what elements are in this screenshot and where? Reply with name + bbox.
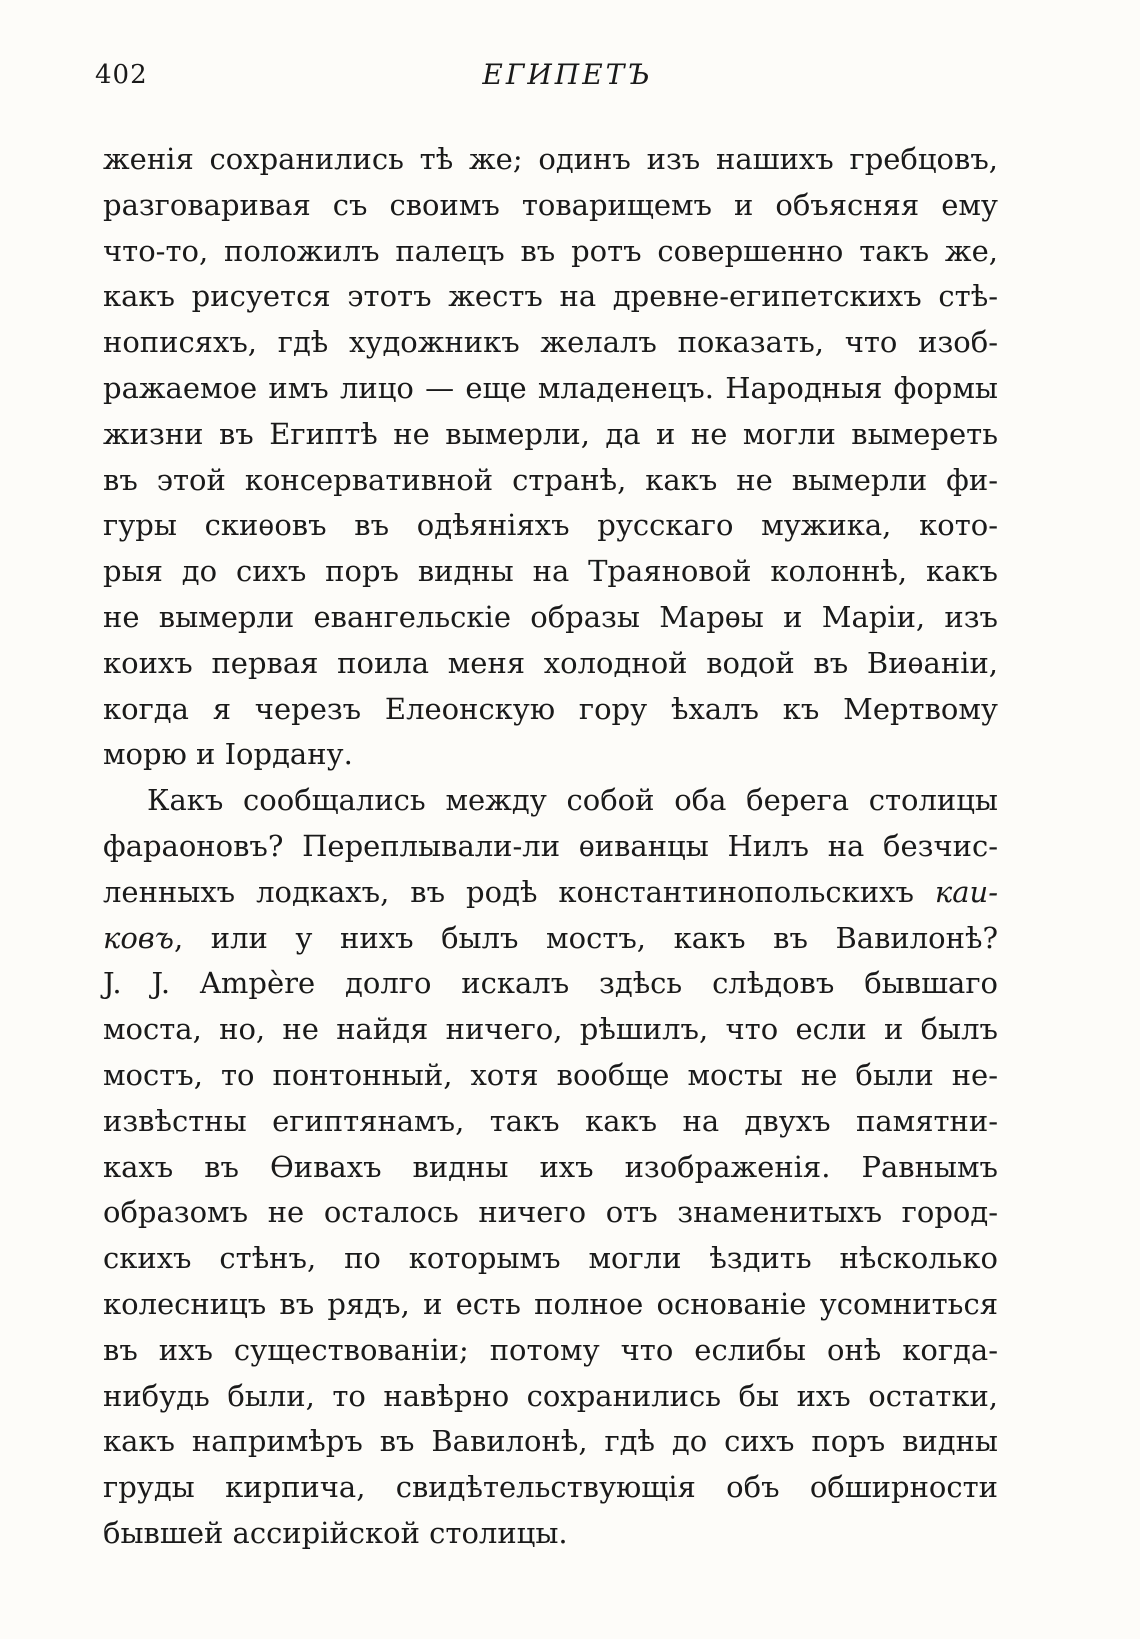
text-line: женія сохранились тѣ же; одинъ изъ нашихъ гребцовъ, <box>103 142 998 176</box>
paragraph-1 <box>103 137 998 778</box>
text-line: не вымерли евангельскіе образы Марѳы и Маріи, изъ <box>103 599 998 634</box>
text-line: извѣстны египтянамъ, такъ какъ на двухъ памятни- <box>103 1103 998 1138</box>
text-line: мостъ, то понтонный, хотя вообще мосты не были не- <box>103 1057 998 1092</box>
text-line: кахъ въ Ѳивахъ видны ихъ изображенія. Равнымъ <box>103 1149 998 1184</box>
text-line: въ этой консервативной странѣ, какъ не вымерли фи- <box>103 462 998 497</box>
text-line: какъ рисуется этотъ жестъ на древне-египетскихъ стѣ- <box>103 279 998 314</box>
paragraph-2 <box>103 778 998 1557</box>
text-line: образомъ не осталось ничего отъ знаменитыхъ город- <box>103 1195 998 1230</box>
text-line: скихъ стѣнъ, по которымъ могли ѣздить нѣсколько <box>103 1241 998 1276</box>
text-line: коихъ первая поила меня холодной водой въ Виѳаніи, <box>103 645 998 680</box>
text-line: колесницъ въ рядъ, и есть полное основаніе усомниться <box>103 1286 998 1321</box>
text-line: бывшей ассирійской столицы. <box>103 1515 568 1550</box>
text-line: жизни въ Египтѣ не вымерли, да и не могли вымереть <box>103 416 998 451</box>
text-line: нибудь были, то навѣрно сохранились бы ихъ остатки, <box>103 1378 998 1413</box>
italic-word: каи- <box>934 874 998 909</box>
page-number: 402 <box>95 60 148 90</box>
text-line: что-то, положилъ палецъ въ ротъ совершенно такъ же, <box>103 233 998 268</box>
text-line: разговаривая съ своимъ товарищемъ и объясняя ему <box>103 187 998 222</box>
text-line: нописяхъ, гдѣ художникъ желалъ показать, что изоб- <box>103 325 998 360</box>
text-line: фараоновъ? Переплывали-ли ѳиванцы Нилъ на безчис- <box>103 828 998 863</box>
text-segment: ленныхъ лодкахъ, въ родѣ константинопольскихъ <box>103 874 935 909</box>
text-line: груды кирпича, свидѣтельствующія объ обширности <box>103 1470 998 1505</box>
text-line <box>103 870 998 916</box>
text-line: J. J. Ampère долго искалъ здѣсь слѣдовъ бывшаго <box>103 966 998 1001</box>
text-line <box>103 916 998 962</box>
running-head <box>95 58 1040 98</box>
text-line: какъ напримѣръ въ Вавилонѣ, гдѣ до сихъ поръ видны <box>103 1424 998 1459</box>
text-line: морю и Іордану. <box>103 737 353 772</box>
text-line: гуры скиѳовъ въ одѣяніяхъ русскаго мужика, кото- <box>103 508 998 543</box>
text-segment: , или у нихъ былъ мостъ, какъ въ Вавилонѣ? <box>174 920 998 955</box>
text-line: когда я черезъ Елеонскую гору ѣхалъ къ Мертвому <box>103 691 998 726</box>
text-line: моста, но, не найдя ничего, рѣшилъ, что если и былъ <box>103 1012 998 1047</box>
running-title: ЕГИПЕТЪ <box>482 58 653 91</box>
text-line: въ ихъ существованіи; потому что еслибы онѣ когда- <box>103 1332 998 1367</box>
body-text <box>103 137 998 1557</box>
italic-word: ковъ <box>103 920 174 955</box>
text-line: ражаемое имъ лицо — еще младенецъ. Народныя формы <box>103 370 998 405</box>
text-line: Какъ сообщались между собой оба берега столицы <box>147 783 998 818</box>
text-line: рыя до сихъ поръ видны на Траяновой колоннѣ, какъ <box>103 554 998 589</box>
